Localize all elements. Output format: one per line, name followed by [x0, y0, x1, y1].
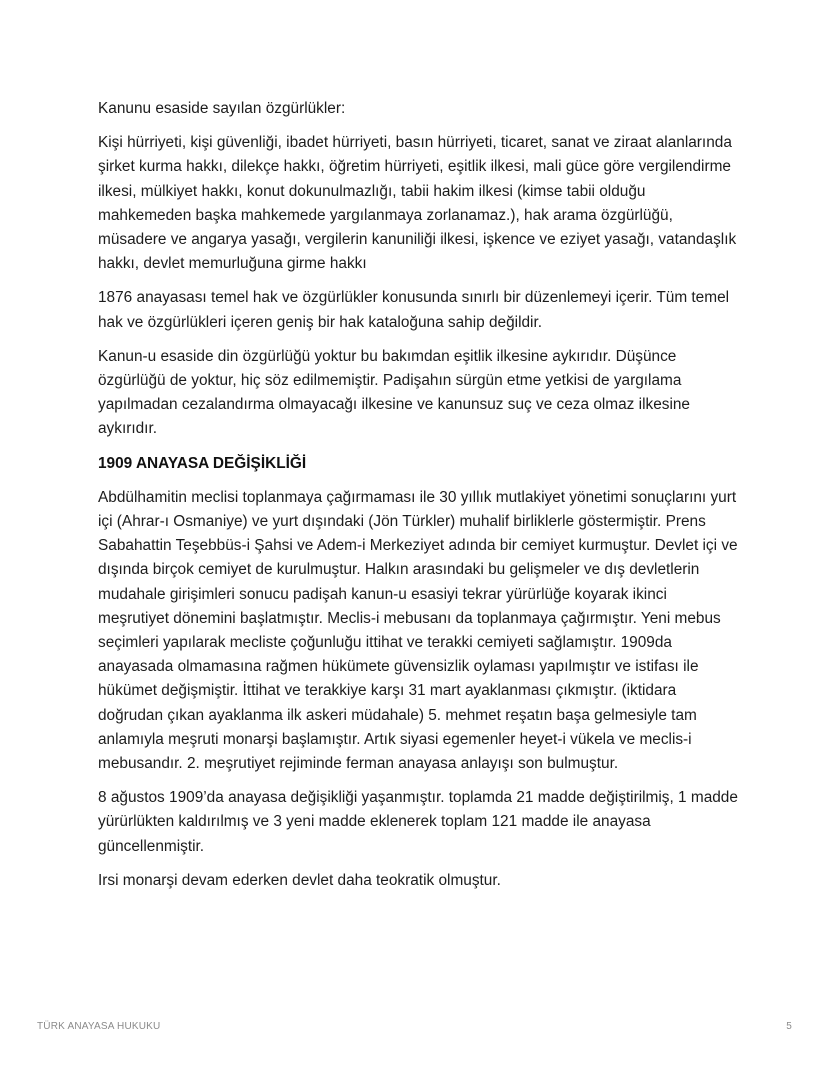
footer-title: TÜRK ANAYASA HUKUKU — [37, 1021, 161, 1032]
page-body — [98, 97, 738, 903]
amendment-1909-paragraph: 8 ağustos 1909’da anayasa değişikliği yaşanmıştır. toplamda 21 madde değiştirilmiş, 1 madde yürürlükten kaldırılmış ve 3 yeni madde eklenerek toplam 121 madde ile anayasa güncellenmiştir. — [98, 789, 738, 855]
kanun-u-esasi-critique-paragraph: Kanun-u esaside din özgürlüğü yoktur bu bakımdan eşitlik ilkesine aykırıdır. Düşünce özgürlüğü de yoktur, hiç söz edilmemiştir. Padişahın sürgün etme yetkisi de yargılama yapılmadan cezalandırma olmayacağı ilkesine ve kanunsuz suç ve ceza olmaz ilkesine aykırıdır. — [98, 347, 690, 438]
second-constitutional-era-paragraph: Abdülhamitin meclisi toplanmaya çağırmaması ile 30 yıllık mutlakiyet yönetimi sonuçlarını yurt içi (Ahrar-ı Osmaniye) ve yurt dışındaki (Jön Türkler) muhalif birliklerle göstermiştir. Prens Sabahattin Teşebbüs-i Şahsi ve Adem-i Merkeziyet adında bir cemiyet kurmuştur. Devlet içi ve dışında birçok cemiyet de kurulmuştur. Halkın arasındaki bu gelişmeler ve dış devletlerin mudahale girişimleri sonucu padişah kanun-u esasiyi tekrar yürürlüğe koyarak ikinci meşrutiyet dönemini başlatmıştır. Meclis-i mebusanı da toplanmaya çağırmıştır. Yeni mebus seçimleri yapılarak mecliste çoğunluğu ittihat ve terakki cemiyeti sağlamıştır. 1909da anayasada olmamasına rağmen hükümete güvensizlik oylaması yapılmıştır ve istifası ile hükümet değişmiştir. İttihat ve terakkiye karşı 31 mart ayaklanması çıkmıştır. (iktidara doğrudan çıkan ayaklanma ilk askeri müdahale) 5. mehmet reşatın başa gelmesiyle tam anlamıyla meşruti monarşi başlamıştır. Artık siyasi egemenler heyet-i vükela ve meclis-i mebusandır. 2. meşrutiyet rejiminde ferman anayasa anlayışı son bulmuştur. — [98, 488, 738, 773]
section-heading-1909: 1909 ANAYASA DEĞİŞİKLİĞİ — [98, 454, 307, 472]
freedoms-list-paragraph: Kişi hürriyeti, kişi güvenliği, ibadet hürriyeti, basın hürriyeti, ticaret, sanat ve ziraat alanlarında şirket kurma hakkı, dilekçe hakkı, öğretim hürriyeti, eşitlik ilkesi, mali güce göre vergilendirme ilkesi, mülkiyet hakkı, konut dokunulmazlığı, tabii hakim ilkesi (kimse tabii olduğu mahkemeden başka mahkemede yargılanmaya zorlanamaz.), hak arama özgürlüğü, müsadere ve angarya yasağı, vergilerin kanuniliği ilkesi, işkence ve eziyet yasağı, vatandaşlık hakkı, devlet memurluğuna girme hakkı — [98, 134, 737, 273]
constitution-1876-paragraph: 1876 anayasası temel hak ve özgürlükler konusunda sınırlı bir düzenlemeyi içerir. Tüm temel hak ve özgürlükleri içeren geniş bir hak kataloğuna sahip değildir. — [98, 289, 730, 331]
theocratic-monarchy-paragraph: Irsi monarşi devam ederken devlet daha teokratik olmuştur. — [98, 871, 501, 889]
page-number: 5 — [786, 1021, 792, 1032]
intro-heading-text: Kanunu esaside sayılan özgürlükler: — [98, 100, 346, 117]
